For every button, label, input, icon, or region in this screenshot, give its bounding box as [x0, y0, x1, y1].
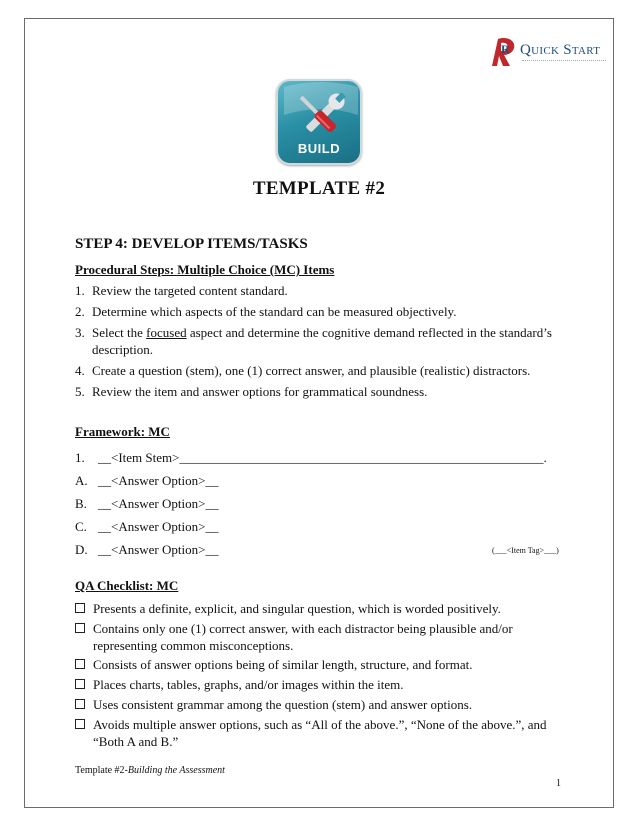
framework-label: D. [75, 542, 88, 557]
svg-text:R: R [501, 42, 510, 56]
checklist-item-text: Avoids multiple answer options, such as “All of the above.”, “None of the above.”, and “Both A and B.” [93, 717, 547, 749]
answer-option-blank: __<Answer Option>__ [98, 519, 219, 534]
answer-option-blank: __<Answer Option>__ [98, 496, 219, 511]
list-item-text [92, 324, 562, 358]
footer-text [75, 765, 225, 776]
quick-start-logo [492, 36, 612, 72]
list-item-text-part: Select the [92, 325, 147, 340]
answer-option-blank: __<Answer Option>__ [98, 542, 219, 557]
list-item-text: Review the item and answer options for grammatical soundness. [92, 384, 428, 399]
focused-word: focused [146, 325, 187, 340]
item-stem-blank: __<Item Stem>________________________________________________________. [98, 450, 547, 465]
procedural-heading: Procedural Steps: Multiple Choice (MC) Items [75, 262, 335, 277]
framework-label: A. [75, 473, 88, 488]
checkbox-icon [75, 603, 85, 613]
framework-label: B. [75, 496, 87, 511]
checklist-item-text: Presents a definite, explicit, and singular question, which is worded positively. [93, 601, 501, 616]
checklist-item-text: Uses consistent grammar among the question (stem) and answer options. [93, 697, 473, 712]
framework-heading: Framework: MC [75, 424, 170, 439]
checkbox-icon [75, 623, 85, 633]
step-heading: STEP 4: DEVELOP ITEMS/TASKS [75, 236, 308, 252]
list-item-number: 3. [75, 325, 85, 340]
checkbox-icon [75, 659, 85, 669]
list-item-number: 2. [75, 304, 85, 319]
footer-prefix: Template #2- [75, 765, 128, 776]
checkbox-icon [75, 679, 85, 689]
list-item-number: 5. [75, 384, 85, 399]
list-item-text: Create a question (stem), one (1) correct answer, and plausible (realistic) distractors. [92, 363, 531, 378]
framework-label: C. [75, 519, 87, 534]
page-number: 1 [556, 778, 561, 789]
item-tag: (___<Item Tag>___) [492, 546, 559, 555]
answer-option-blank: __<Answer Option>__ [98, 473, 219, 488]
footer-italic: Building the Assessment [127, 765, 225, 776]
list-item-text: Determine which aspects of the standard can be measured objectively. [92, 304, 457, 319]
qa-heading: QA Checklist: MC [75, 578, 179, 593]
list-item-number: 4. [75, 363, 85, 378]
list-item-text-part: aspect and determine the cognitive demand reflected in the standard’s description. [92, 325, 552, 357]
checklist-item-text: Contains only one (1) correct answer, with each distractor being plausible and/or representing common misconceptions. [93, 621, 513, 653]
list-item-number: 1. [75, 283, 85, 298]
framework-label: 1. [75, 450, 85, 465]
checklist-item-text: Places charts, tables, graphs, and/or images within the item. [93, 677, 404, 692]
logo-underline [522, 60, 606, 63]
checkbox-icon [75, 699, 85, 709]
checkbox-icon [75, 719, 85, 729]
build-icon-label: BUILD [297, 141, 341, 156]
logo-text: Quick Start [520, 42, 601, 58]
checklist-item-text: Consists of answer options being of similar length, structure, and format. [93, 657, 473, 672]
page-title: TEMPLATE #2 [252, 178, 386, 199]
list-item-text: Review the targeted content standard. [92, 283, 288, 298]
build-tools-icon [276, 79, 362, 165]
logo-mark-icon [492, 36, 518, 68]
